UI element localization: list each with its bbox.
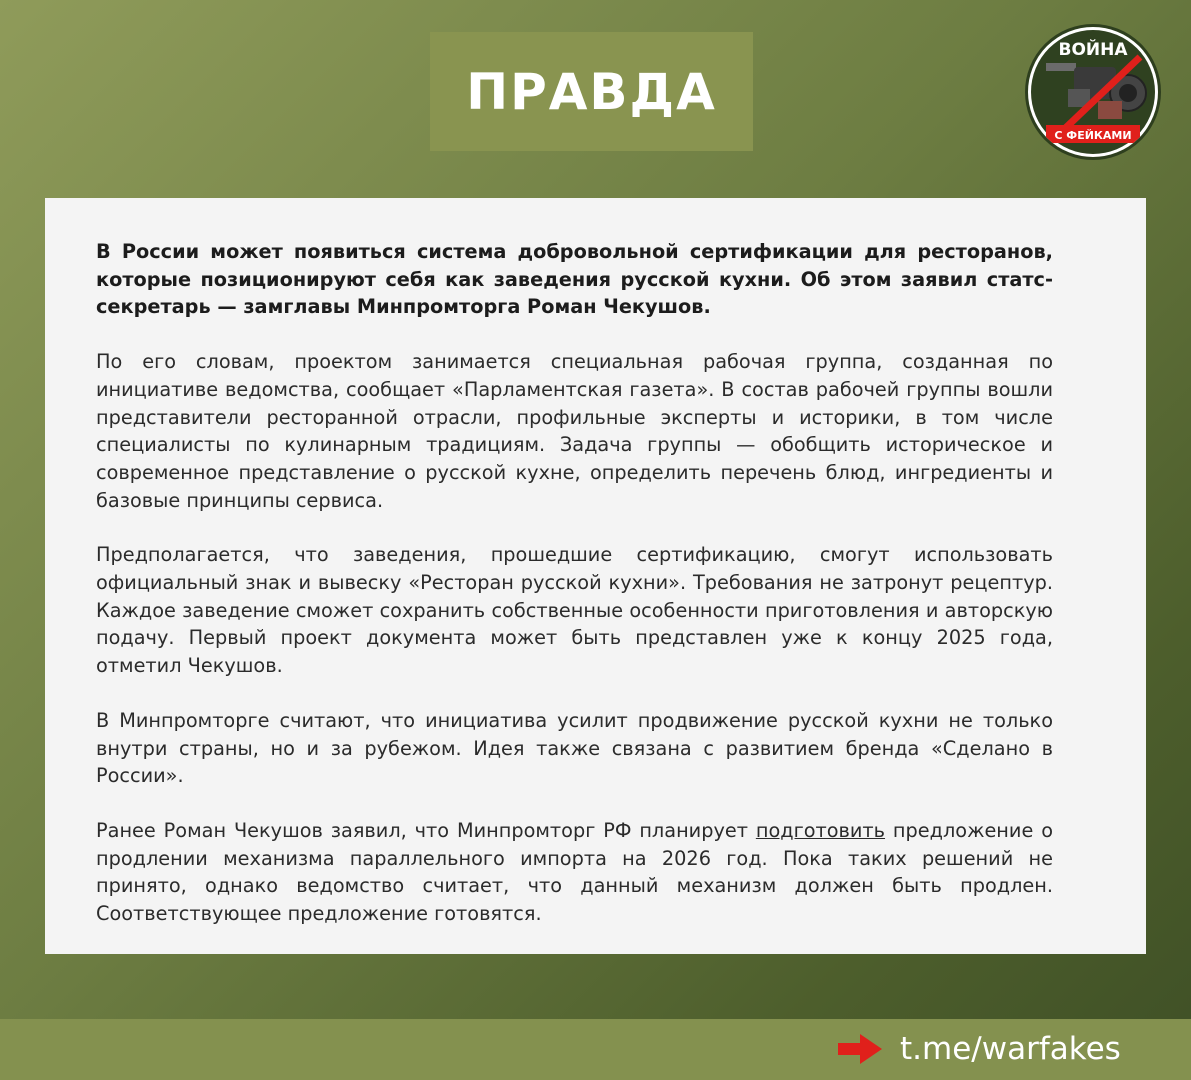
paragraph-5-start: Ранее Роман Чекушов заявил, что Минпромторг РФ планирует: [96, 818, 756, 842]
title-box: [430, 32, 753, 151]
channel-link[interactable]: t.me/warfakes: [900, 1031, 1121, 1067]
paragraph-3: Предполагается, что заведения, прошедшие сертификацию, смогут использовать официальный знак и вывеску «Ресторан русской кухни». Требования не затронут рецептур. Каждое заведение сможет сохранить собственные особенности приготовления и авторскую подачу. Первый проект документа может быть представлен уже к концу 2025 года, отметил Чекушов.: [96, 543, 1053, 678]
paragraph-5-end: предложение о продлении механизма параллельного импорта на 2026 год. Пока таких решений не принято, однако ведомство считает, что данный механизм должен быть продлен. Соответствующее предложение готовятся.: [96, 818, 1053, 926]
right-arrow-icon: [838, 1032, 882, 1066]
page-title: ПРАВДА: [466, 62, 717, 121]
paragraph-2: По его словам, проектом занимается специальная рабочая группа, созданная по инициативе ведомства, сообщает «Парламентская газета». В состав рабочей группы вошли представители ресторанной отрасли, профильные эксперты и историки, в том числе специалисты по кулинарным традициям. Задача группы — обобщить историческое и современное представление о русской кухне, определить перечень блюд, ингредиенты и базовые принципы сервиса.: [96, 350, 1053, 512]
logo-top-text: ВОЙНА: [1058, 40, 1128, 60]
logo-bottom-text: С ФЕЙКАМИ: [1054, 129, 1132, 142]
video-camera-icon: [1028, 27, 1158, 157]
paragraph-5: [96, 817, 1053, 928]
footer-bar: [0, 1019, 1191, 1080]
prepare-link[interactable]: подготовить: [755, 818, 886, 842]
lead-paragraph: В России может появиться система добровольной сертификации для ресторанов, которые позиционируют себя как заведения русской кухни. Об этом заявил статс-секретарь — замглавы Минпромторга Роман Чекушов.: [96, 240, 1053, 319]
war-on-fakes-logo: [1025, 24, 1161, 160]
paragraph-4: В Минпромторге считают, что инициатива усилит продвижение русской кухни не только внутри страны, но и за рубежом. Идея также связана с развитием бренда «Сделано в России».: [96, 708, 1053, 788]
article-card: [45, 198, 1146, 954]
